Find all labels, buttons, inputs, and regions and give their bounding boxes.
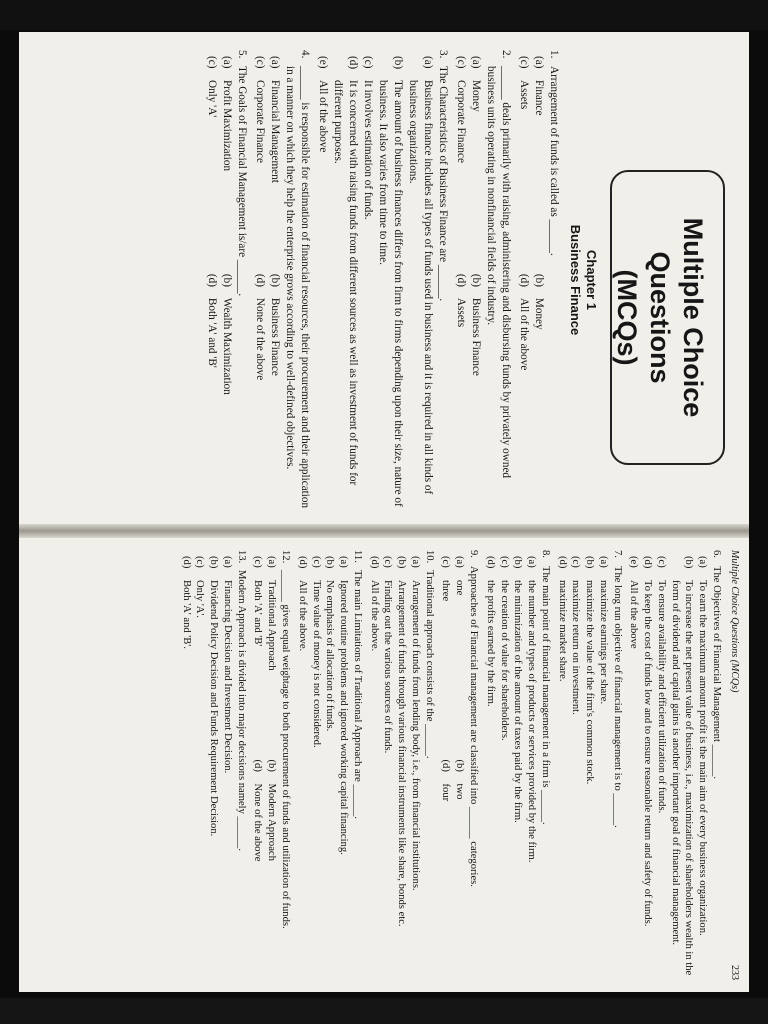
option-text: To ensure availability and efficient utilization of funds. — [655, 580, 667, 814]
question-item — [439, 550, 480, 980]
answer-option — [582, 556, 596, 980]
question-stem — [709, 550, 723, 980]
answer-option — [219, 274, 234, 492]
right-page — [19, 550, 749, 980]
question-text: The Characteristics of Business Finance are ______. — [437, 66, 449, 302]
option-text: Only 'A' — [206, 80, 218, 118]
option-label: (c) — [655, 556, 667, 568]
option-text: Only 'A'. — [194, 580, 206, 618]
question-number: 11. — [351, 550, 363, 563]
option-label: (e) — [628, 556, 640, 568]
left-page — [19, 50, 749, 510]
option-label: (c) — [362, 56, 374, 69]
option-text: Corporate Finance — [254, 80, 266, 163]
option-label: (d) — [556, 556, 568, 569]
option-text: All of the above — [628, 580, 640, 649]
question-stem — [435, 50, 450, 510]
option-text: maximize the value of the firm's common stock. — [584, 580, 596, 785]
option-text: All of the above. — [296, 580, 308, 652]
option-text: It is concerned with raising funds from different sources as well as investment of funds for different purposes. — [332, 80, 359, 486]
scan-edge-bottom — [0, 998, 768, 1024]
question-text: ______ deals primarily with raising, administering and disbursing funds by privately owned business units operating in nonfinancial fields of industry. — [485, 66, 512, 479]
book-spread — [19, 32, 749, 992]
question-item — [453, 50, 513, 510]
option-text: one — [454, 580, 466, 596]
answer-option — [408, 556, 422, 980]
answer-option — [569, 556, 583, 980]
option-text: Financing Decision and Investment Decision. — [221, 580, 233, 774]
question-text: Arrangement of funds is called as ______. — [548, 66, 560, 256]
question-stem — [610, 550, 624, 980]
option-label: (c) — [252, 556, 264, 568]
question-stem — [278, 550, 292, 980]
question-text: The Goals of Financial Management is/are ______. — [236, 66, 248, 297]
option-text: Profit Maximization — [221, 80, 233, 172]
option-text: Wealth Maximization — [221, 297, 233, 395]
option-label: (a) — [454, 556, 466, 568]
answer-option — [265, 556, 279, 760]
answer-option — [555, 556, 569, 980]
question-number: 8. — [539, 550, 551, 558]
option-text: Business Finance — [269, 297, 281, 376]
option-label: (b) — [584, 556, 596, 569]
answer-option — [640, 556, 654, 980]
answer-option — [204, 274, 219, 492]
answer-option — [531, 274, 546, 492]
option-label: (c) — [518, 56, 530, 69]
option-label: (a) — [533, 56, 545, 69]
answer-option — [267, 56, 282, 274]
option-label: (b) — [208, 556, 220, 569]
option-text: Assets — [518, 80, 530, 110]
answer-options — [627, 550, 710, 980]
question-stem — [483, 50, 513, 510]
question-text: Modern Approach is divided into major decisions namely ______. — [235, 570, 247, 851]
option-text: Financial Management — [269, 80, 281, 183]
answer-option — [516, 274, 531, 492]
option-text: It involves estimation of funds. — [362, 80, 374, 220]
answer-option — [524, 556, 538, 980]
option-label: (a) — [422, 56, 434, 69]
question-stem — [546, 50, 561, 510]
question-stem — [350, 550, 364, 980]
question-item — [315, 50, 450, 510]
question-number: 2. — [500, 50, 512, 59]
option-text: the minimization of the amount of taxes paid by the firm. — [512, 580, 524, 823]
answer-option — [295, 556, 309, 980]
answer-option — [394, 556, 408, 980]
page-number: 233 — [729, 965, 740, 980]
answer-option — [179, 556, 193, 980]
answer-option — [531, 56, 546, 274]
option-label: (b) — [683, 556, 695, 569]
answer-option — [668, 556, 696, 980]
answer-option — [267, 274, 282, 492]
answer-option — [453, 56, 468, 274]
answer-option — [596, 556, 610, 980]
answer-option — [375, 56, 405, 510]
option-text: Dividend Policy Decision and Funds Requirement Decision. — [208, 580, 220, 837]
option-text: four — [440, 783, 452, 802]
option-label: (b) — [512, 556, 524, 569]
answer-options — [439, 550, 467, 980]
answer-options — [204, 50, 234, 510]
answer-option — [323, 556, 337, 980]
question-text: The main Limitations of Traditional Approach are ______. — [351, 570, 363, 819]
option-text: the number and types of products or services provided by the firm. — [526, 580, 538, 863]
option-label: (c) — [440, 556, 452, 568]
question-item — [179, 550, 248, 980]
option-text: Finding out the various sources of funds. — [382, 580, 394, 754]
answer-options — [516, 50, 546, 510]
question-text: Approaches of Financial management are classified into ______ categories. — [467, 566, 479, 887]
answer-options — [252, 50, 282, 510]
book-gutter — [19, 524, 749, 538]
option-text: None of the above — [252, 783, 264, 862]
question-item — [483, 550, 552, 980]
option-label: (d) — [368, 556, 380, 569]
option-text: the profits earned by the firm. — [484, 580, 496, 707]
question-text: The long run objective of financial management is to ______. — [611, 566, 623, 828]
option-text: No emphasis of allocation of funds. — [324, 580, 336, 732]
answer-option — [695, 556, 709, 980]
answer-option — [251, 556, 265, 760]
question-number: 6. — [711, 550, 722, 558]
answer-option — [330, 56, 360, 510]
answer-option — [439, 760, 453, 964]
question-number: 9. — [467, 550, 479, 558]
answer-option — [439, 556, 453, 760]
option-text: None of the above — [254, 297, 266, 381]
option-text: Assets — [455, 297, 467, 328]
answer-option — [206, 556, 220, 980]
option-text: Finance — [533, 80, 545, 116]
option-label: (b) — [533, 273, 545, 287]
option-label: (b) — [392, 56, 404, 70]
option-text: All of the above — [317, 80, 329, 153]
option-label: (d) — [252, 759, 264, 772]
option-label: (d) — [254, 273, 266, 287]
option-text: maximize earnings per share. — [597, 580, 609, 705]
question-number: 5. — [236, 50, 248, 59]
option-label: (d) — [206, 273, 218, 287]
option-text: two — [454, 783, 466, 800]
option-label: (c) — [254, 56, 266, 69]
option-label: (b) — [396, 556, 408, 569]
answer-option — [252, 274, 267, 492]
option-label: (d) — [180, 556, 192, 569]
question-item — [252, 50, 312, 510]
option-label: (c) — [498, 556, 510, 568]
answer-options — [315, 50, 435, 510]
question-number: 3. — [437, 50, 449, 59]
option-text: All of the above — [518, 297, 530, 371]
title-line-1: Multiple Choice Questions — [645, 217, 708, 418]
option-label: (b) — [269, 273, 281, 287]
answer-option — [315, 56, 330, 510]
answer-options — [295, 550, 350, 980]
option-label: (c) — [455, 56, 467, 69]
answer-option — [468, 56, 483, 274]
question-stem — [466, 550, 480, 980]
answer-options — [483, 550, 538, 980]
option-label: (a) — [269, 56, 281, 69]
answer-option — [193, 556, 207, 980]
question-number: 12. — [280, 550, 292, 564]
question-item — [627, 550, 723, 980]
option-label: (d) — [455, 273, 467, 287]
title-box — [610, 170, 725, 465]
question-number: 7. — [611, 550, 623, 558]
option-label: (e) — [317, 56, 329, 69]
option-label: (d) — [440, 759, 452, 772]
running-header — [728, 550, 741, 980]
scan-edge-top — [0, 0, 768, 30]
answer-option — [483, 556, 497, 980]
question-stem — [538, 550, 552, 980]
answer-option — [516, 56, 531, 274]
answer-options — [453, 50, 483, 510]
option-text: Corporate Finance — [455, 80, 467, 163]
question-number: 1. — [548, 50, 560, 59]
chapter-heading — [567, 50, 600, 510]
question-item — [204, 50, 249, 510]
answer-option — [453, 274, 468, 492]
question-text: Traditional approach consists of the ______. — [423, 570, 435, 759]
option-label: (d) — [642, 556, 654, 569]
option-text: the creation of value for shareholders. — [498, 580, 510, 741]
option-text: Both 'A' and 'B'. — [180, 580, 192, 649]
answer-option — [204, 56, 219, 274]
option-text: Arrangement of funds from lending body, i.e., from financial institutions. — [409, 580, 421, 891]
option-label: (b) — [266, 759, 278, 772]
answer-options — [179, 550, 234, 980]
option-label: (c) — [310, 556, 322, 568]
answer-option — [367, 556, 381, 980]
option-text: Money — [470, 80, 482, 112]
option-text: Money — [533, 297, 545, 330]
question-text: The main point of financial management in a firm is ______. — [539, 566, 551, 825]
answer-option — [265, 760, 279, 964]
chapter-subject: Business Finance — [567, 224, 583, 336]
question-number: 4. — [299, 50, 311, 59]
option-text: Business Finance — [470, 297, 482, 376]
running-header-text: Multiple Choice Questions (MCQs) — [729, 550, 740, 693]
option-label: (a) — [526, 556, 538, 568]
chapter-number: Chapter 1 — [584, 250, 599, 310]
option-label: (d) — [296, 556, 308, 569]
option-text: To earn the maximum amount profit is the main aim of every business organization. — [697, 580, 709, 936]
option-text: maximize return on investment. — [570, 580, 582, 715]
option-label: (a) — [221, 556, 233, 568]
option-label: (c) — [570, 556, 582, 568]
question-item — [295, 550, 364, 980]
answer-option — [468, 274, 483, 492]
option-label: (b) — [470, 273, 482, 287]
answer-option — [336, 556, 350, 980]
question-item — [555, 550, 624, 980]
answer-option — [219, 56, 234, 274]
option-label: (a) — [697, 556, 709, 568]
answer-option — [452, 556, 466, 760]
option-label: (c) — [194, 556, 206, 568]
option-text: three — [440, 580, 452, 602]
option-text: Ignored routine problems and ignored working capital financing. — [338, 580, 350, 855]
option-label: (a) — [266, 556, 278, 568]
left-question-list — [201, 50, 561, 510]
option-text: Traditional Approach — [266, 580, 278, 671]
answer-option — [309, 556, 323, 980]
answer-option — [360, 56, 375, 510]
option-label: (a) — [470, 56, 482, 69]
option-label: (c) — [206, 56, 218, 69]
question-text: ______ is responsible for estimation of financial resources, their procurement and their application in a manner on which they help the enterprise grows according to well-defined objectives. — [284, 66, 311, 509]
option-label: (d) — [518, 273, 530, 287]
option-label: (a) — [221, 56, 233, 69]
answer-option — [511, 556, 525, 980]
option-text: maximize market share. — [556, 580, 568, 682]
option-label: (d) — [347, 56, 359, 70]
question-stem — [282, 50, 312, 510]
question-number: 13. — [235, 550, 247, 564]
option-text: To keep the cost of funds low and to ensure reasonable return and safety of funds. — [642, 580, 654, 927]
option-label: (c) — [382, 556, 394, 568]
right-question-list — [176, 550, 723, 980]
option-label: (a) — [409, 556, 421, 568]
option-text: Business finance includes all types of funds used in business and it is required in all kinds of business organizations. — [407, 80, 434, 495]
answer-options — [555, 550, 610, 980]
question-item — [251, 550, 292, 980]
question-stem — [234, 550, 248, 980]
option-text: Both 'A' and 'B' — [206, 297, 218, 368]
answer-options — [251, 550, 279, 980]
option-text: Modern Approach — [266, 783, 278, 861]
option-label: (b) — [324, 556, 336, 569]
option-label: (b) — [454, 759, 466, 772]
question-number: 10. — [423, 550, 435, 564]
question-item — [367, 550, 436, 980]
title-line-2: (MCQs) — [612, 269, 643, 366]
option-text: The amount of business finances differs from firm to firms depending upon their size, nature of business. It also varies from time to time. — [377, 80, 404, 507]
option-text: All of the above. — [368, 580, 380, 652]
question-stem — [422, 550, 436, 980]
question-item — [516, 50, 561, 510]
answer-option — [654, 556, 668, 980]
option-label: (a) — [338, 556, 350, 568]
answer-option — [251, 760, 265, 964]
answer-option — [452, 760, 466, 964]
answer-option — [497, 556, 511, 980]
option-text: Time value of money is not considered. — [310, 580, 322, 748]
answer-option — [220, 556, 234, 980]
answer-option — [381, 556, 395, 980]
answer-options — [367, 550, 422, 980]
option-text: Arrangement of funds through various financial instruments like share, bonds etc. — [396, 580, 408, 927]
answer-option — [627, 556, 641, 980]
question-text: The Objectives of Financial Management ______. — [711, 566, 722, 779]
option-text: Both 'A' and 'B' — [252, 580, 264, 647]
option-text: To increase the net present value of business, i.e., maximization of shareholders wealth in the form of dividend and capital gains is another important goal of financial management. — [669, 580, 695, 976]
option-label: (d) — [484, 556, 496, 569]
answer-option — [405, 56, 435, 510]
question-text: ______ gives equal weightage to both procurement of funds and utilization of funds. — [280, 570, 292, 929]
option-label: (a) — [597, 556, 609, 568]
option-label: (b) — [221, 273, 233, 287]
answer-option — [252, 56, 267, 274]
question-stem — [234, 50, 249, 510]
